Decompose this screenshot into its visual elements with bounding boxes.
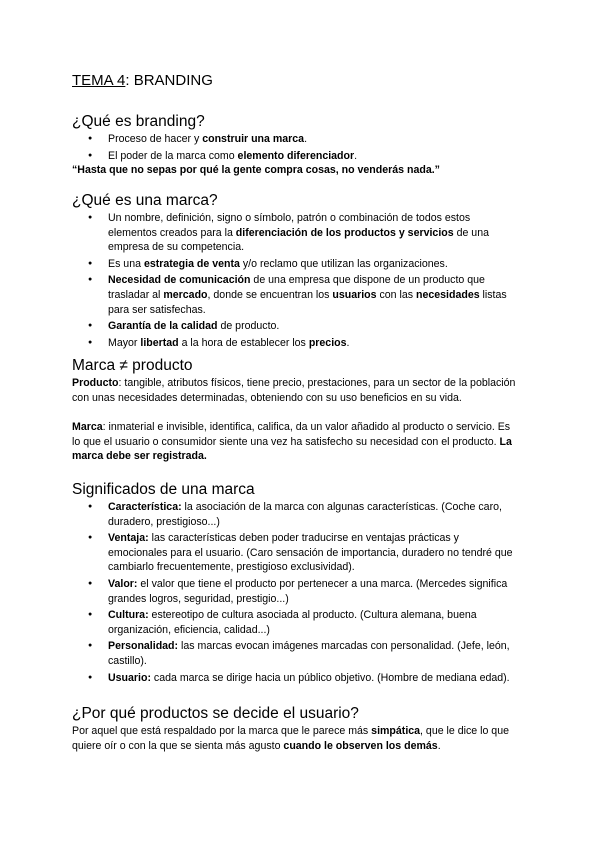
title-prefix: TEMA 4 (72, 72, 126, 89)
list-item: ● Es una estrategia de venta y/o reclamo que utilizan las organizaciones. (88, 257, 520, 272)
list-item: ● Cultura: estereotipo de cultura asociada al producto. (Cultura alemana, buena organización, eficiencia, calidad...) (88, 608, 520, 637)
heading-why-user-decides: ¿Por qué productos se decide el usuario? (72, 705, 359, 722)
heading-what-is-a-brand: ¿Qué es una marca? (72, 192, 218, 209)
list-item: ● El poder de la marca como elemento diferenciador. (88, 149, 520, 164)
heading-what-is-branding: ¿Qué es branding? (72, 113, 205, 130)
branding-list (88, 132, 520, 165)
why-user-decides-text: Por aquel que está respaldado por la marca que le parece más simpática, que le dice lo que quiere oír o con la que se sienta más agusto cuando le observen los demás. (72, 725, 509, 752)
list-item: ● Garantía de la calidad de producto. (88, 319, 520, 334)
brand-definition: Marca: inmaterial e invisible, identifica, califica, da un valor añadido al producto o servicio. Es lo que el usuario o consumidor siente una vez ha satisfecho su necesidad con el producto. La marca debe ser registrada. (72, 421, 512, 463)
quote: “Hasta que no sepas por qué la gente compra cosas, no venderás nada.” (72, 164, 440, 176)
list-item: ● Necesidad de comunicación de una empresa que dispone de un producto que trasladar al mercado, donde se encuentran los usuarios con las necesidades listas para ser satisfechas. (88, 273, 520, 317)
list-item: ● Ventaja: las características deben poder traducirse en ventajas prácticas y emocionales para el usuario. (Caro sensación de importancia, duradero no tendré que cambiarlo frecuentemente, prestigioso exclusividad). (88, 531, 520, 575)
product-definition: Producto: tangible, atributos físicos, tiene precio, prestaciones, para un sector de la población con unas necesidades determinadas, obteniendo con su uso beneficios en su vida. (72, 377, 516, 404)
list-item: ● Valor: el valor que tiene el producto por pertenecer a una marca. (Mercedes significa grandes logros, seguridad, prestigio...) (88, 577, 520, 606)
meanings-list (88, 500, 520, 687)
title-rest: : BRANDING (125, 72, 213, 89)
heading-brand-vs-product: Marca ≠ producto (72, 357, 193, 374)
list-item: ● Mayor libertad a la hora de establecer los precios. (88, 336, 520, 351)
brand-list (88, 211, 520, 352)
list-item: ● Un nombre, definición, signo o símbolo, patrón o combinación de todos estos elementos creados para la diferenciación de los productos y servicios de una empresa de su competencia. (88, 211, 520, 255)
list-item: ● Usuario: cada marca se dirige hacia un público objetivo. (Hombre de mediana edad). (88, 671, 520, 686)
list-item: ● Personalidad: las marcas evocan imágenes marcadas con personalidad. (Jefe, león, castillo). (88, 639, 520, 668)
heading-brand-meanings: Significados de una marca (72, 481, 255, 498)
list-item: ● Proceso de hacer y construir una marca. (88, 132, 520, 147)
page-title (72, 72, 213, 89)
list-item: ● Característica: la asociación de la marca con algunas características. (Coche caro, duradero, prestigioso...) (88, 500, 520, 529)
